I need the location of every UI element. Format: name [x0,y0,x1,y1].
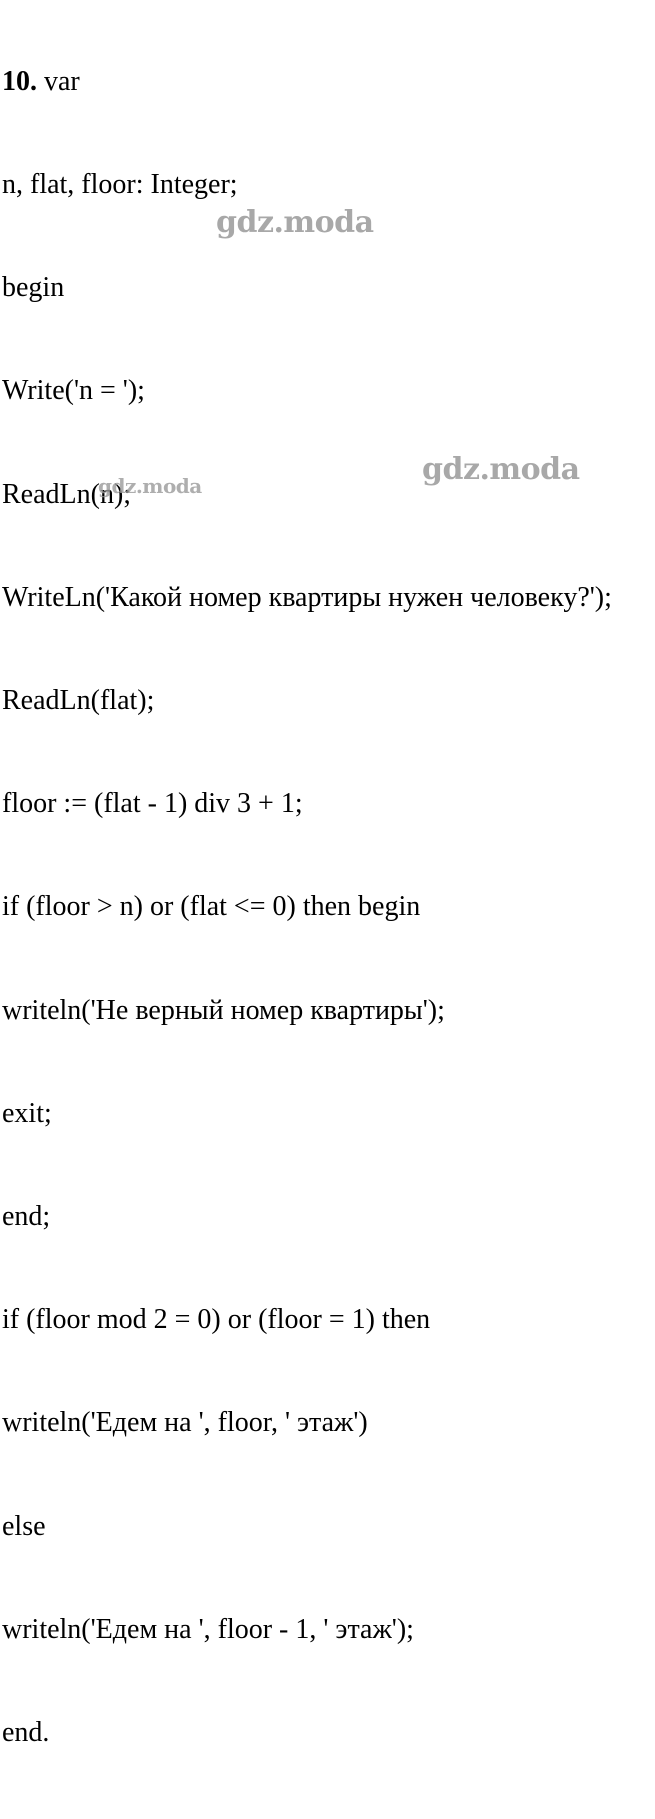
code-line-7: ReadLn(flat); [2,685,155,717]
code-line-12: end; [2,1201,51,1233]
code-line-1 [2,65,612,99]
code-listing [2,0,612,1819]
code-line-2: n, flat, floor: Integer; [2,169,238,201]
watermark: gdz.moda [216,205,374,240]
code-line-6: WriteLn('Какой номер квартиры нужен человеку?'); [2,581,612,613]
code-line-9: if (floor > n) or (flat <= 0) then begin [2,891,421,923]
code-line-16: writeln('Едем на ', floor - 1, ' этаж'); [2,1613,414,1645]
task-number: 10. [2,65,37,97]
code-line-10: writeln('Не верный номер квартиры'); [2,994,445,1026]
code-line-5: ReadLn(n); [2,478,132,510]
code-line-3: begin [2,272,65,304]
code-line-8: floor := (flat - 1) div 3 + 1; [2,788,303,820]
code-line-4: Write('n = '); [2,375,145,407]
code-line-13: if (floor mod 2 = 0) or (floor = 1) then [2,1304,431,1336]
watermark: gdz.moda [422,452,580,487]
code-line-11: exit; [2,1097,52,1129]
code-line-17: end. [2,1717,50,1749]
watermark: gdz.moda [98,474,202,498]
code-line-1-text: var [37,65,80,97]
code-line-14: writeln('Едем на ', floor, ' этаж') [2,1407,368,1439]
code-line-15: else [2,1510,46,1542]
